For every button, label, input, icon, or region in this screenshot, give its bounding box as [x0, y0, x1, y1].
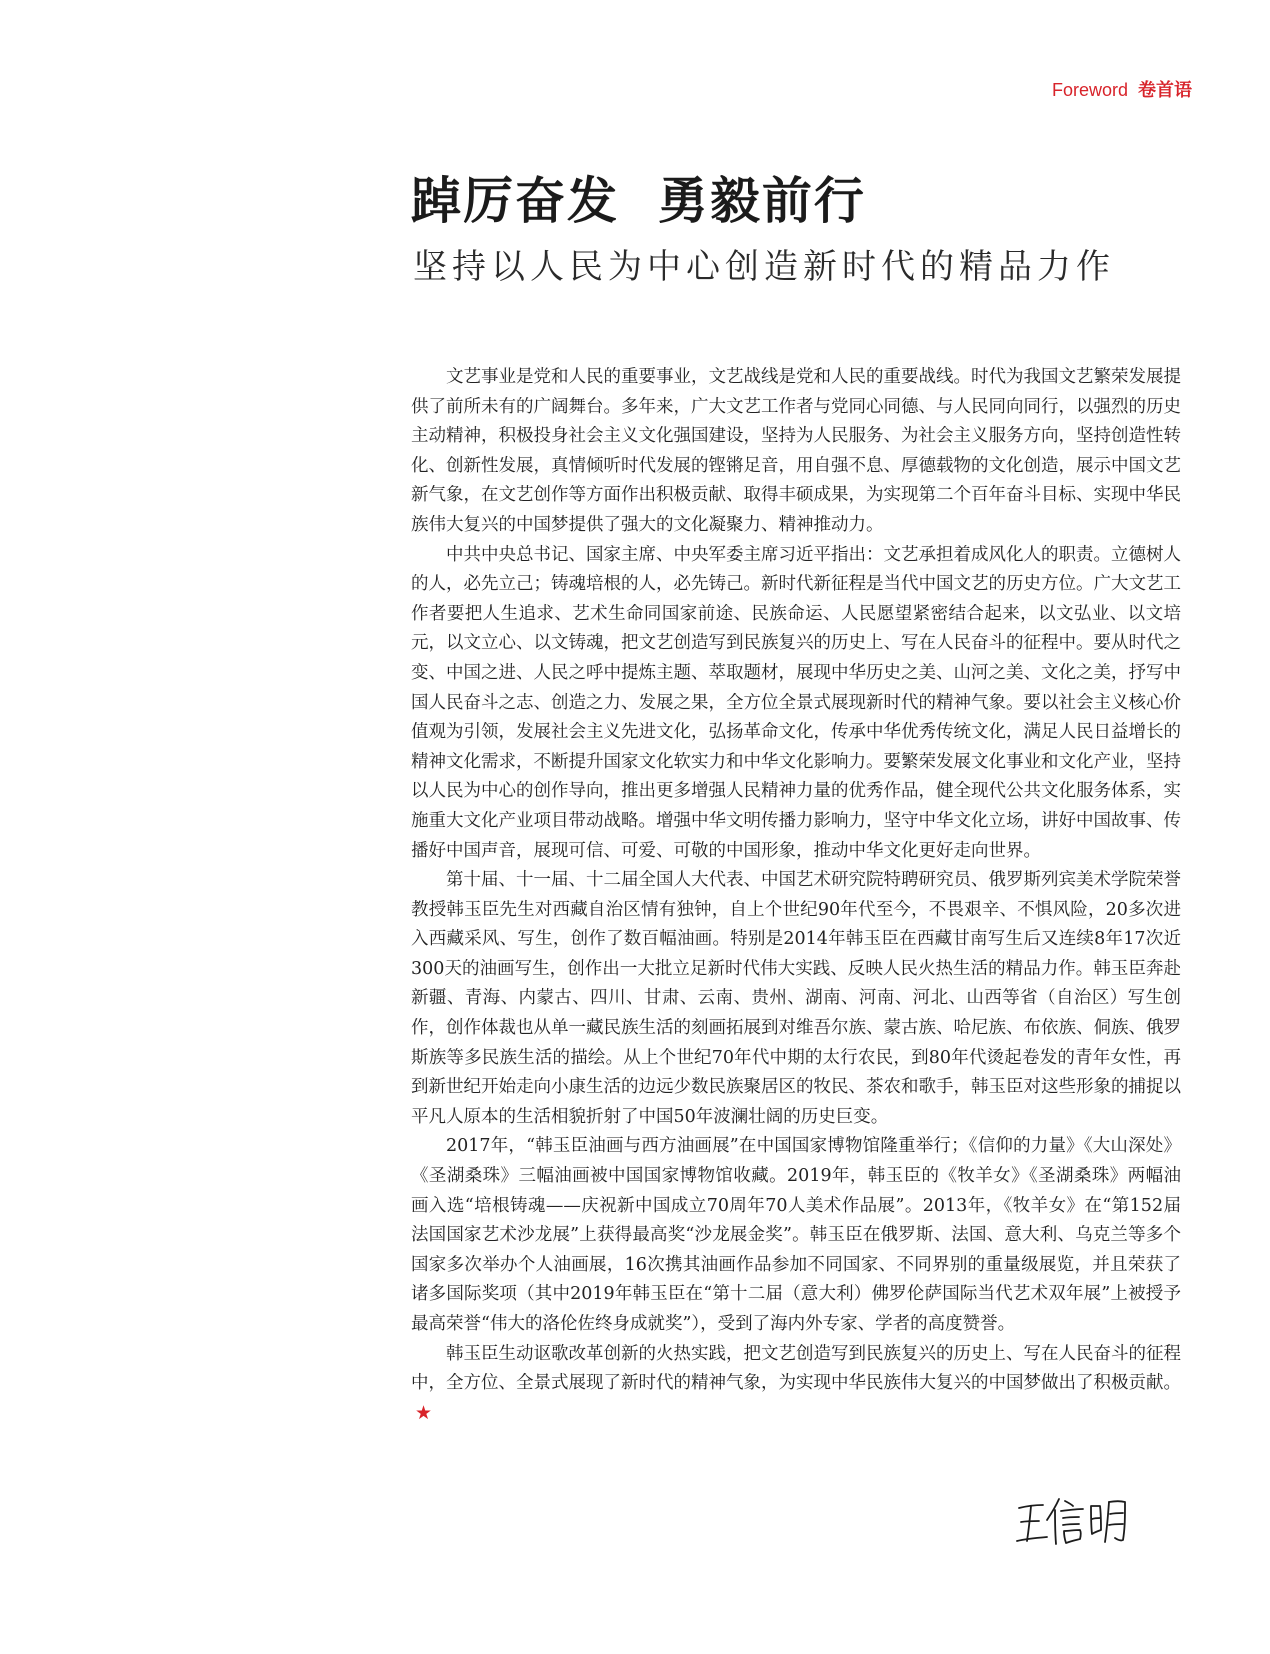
paragraph-3: 第十届、十一届、十二届全国人大代表、中国艺术研究院特聘研究员、俄罗斯列宾美术学院荣誉教授韩玉臣先生对西藏自治区情有独钟，自上个世纪90年代至今，不畏艰辛、不惧风险，20多次进入西藏采风、写生，创作了数百幅油画。特别是2014年韩玉臣在西藏甘南写生后又连续8年17次近300天的油画写生，创作出一大批立足新时代伟大实践、反映人民火热生活的精品力作。韩玉臣奔赴新疆、青海、内蒙古、四川、甘肃、云南、贵州、湖南、河南、河北、山西等省（自治区）写生创作，创作体裁也从单一藏民族生活的刻画拓展到对维吾尔族、蒙古族、哈尼族、布依族、侗族、俄罗斯族等多民族生活的描绘。从上个世纪70年代中期的太行农民，到80年代烫起卷发的青年女性，再到新世纪开始走向小康生活的边远少数民族聚居区的牧民、茶农和歌手，韩玉臣对这些形象的捕捉以平凡人原本的生活相貌折射了中国50年波澜壮阔的历史巨变。 — [411, 870, 1181, 1127]
article-title: 踔厉奋发 勇毅前行 — [411, 171, 866, 230]
section-label-en: Foreword — [1051, 80, 1128, 100]
paragraph-5-text: 韩玉臣生动讴歌改革创新的火热实践，把文艺创造写到民族复兴的历史上、写在人民奋斗的征程中，全方位、全景式展现了新时代的精神气象，为实现中华民族伟大复兴的中国梦做出了积极贡献。 — [411, 1343, 1181, 1394]
section-tag — [1052, 76, 1192, 102]
red-star-icon: ★ — [415, 1401, 433, 1424]
section-label-cn: 卷首语 — [1138, 80, 1192, 100]
paragraph-1: 文艺事业是党和人民的重要事业，文艺战线是党和人民的重要战线。时代为我国文艺繁荣发展提供了前所未有的广阔舞台。多年来，广大文艺工作者与党同心同德、与人民同向同行，以强烈的历史主动精神，积极投身社会主义文化强国建设，坚持为人民服务、为社会主义服务方向，坚持创造性转化、创新性发展，真情倾听时代发展的铿锵足音，用自强不息、厚德载物的文化创造，展示中国文艺新气象，在文艺创作等方面作出积极贡献、取得丰硕成果，为实现第二个百年奋斗目标、实现中华民族伟大复兴的中国梦提供了强大的文化凝聚力、精神推动力。 — [411, 367, 1181, 535]
paragraph-4: 2017年，“韩玉臣油画与西方油画展”在中国国家博物馆隆重举行；《信仰的力量》《大山深处》《圣湖桑珠》三幅油画被中国国家博物馆收藏。2019年，韩玉臣的《牧羊女》《圣湖桑珠》两幅油画入选“培根铸魂——庆祝新中国成立70周年70人美术作品展”。2013年，《牧羊女》在“第152届法国国家艺术沙龙展”上获得最高奖“沙龙展金奖”。韩玉臣在俄罗斯、法国、意大利、乌克兰等多个国家多次举办个人油画展，16次携其油画作品参加不同国家、不同界别的重量级展览，并且荣获了诸多国际奖项（其中2019年韩玉臣在“第十二届（意大利）佛罗伦萨国际当代艺术双年展”上被授予最高荣誉“伟大的洛伦佐终身成就奖”），受到了海内外专家、学者的高度赞誉。 — [411, 1136, 1181, 1334]
handwritten-signature — [1015, 1494, 1135, 1549]
article-subtitle: 坚持以人民为中心创造新时代的精品力作 — [413, 247, 1115, 287]
article-body — [411, 363, 1181, 1429]
paragraph-5 — [411, 1340, 1181, 1430]
paragraph-2: 中共中央总书记、国家主席、中央军委主席习近平指出：文艺承担着成风化人的职责。立德树人的人，必先立己；铸魂培根的人，必先铸己。新时代新征程是当代中国文艺的历史方位。广大文艺工作者要把人生追求、艺术生命同国家前途、民族命运、人民愿望紧密结合起来，以文弘业、以文培元，以文立心、以文铸魂，把文艺创造写到民族复兴的历史上、写在人民奋斗的征程中。要从时代之变、中国之进、人民之呼中提炼主题、萃取题材，展现中华历史之美、山河之美、文化之美，抒写中国人民奋斗之志、创造之力、发展之果，全方位全景式展现新时代的精神气象。要以社会主义核心价值观为引领，发展社会主义先进文化，弘扬革命文化，传承中华优秀传统文化，满足人民日益增长的精神文化需求，不断提升国家文化软实力和中华文化影响力。要繁荣发展文化事业和文化产业，坚持以人民为中心的创作导向，推出更多增强人民精神力量的优秀作品，健全现代公共文化服务体系，实施重大文化产业项目带动战略。增强中华文明传播力影响力，坚守中华文化立场，讲好中国故事、传播好中国声音，展现可信、可爱、可敬的中国形象，推动中华文化更好走向世界。 — [411, 544, 1181, 861]
